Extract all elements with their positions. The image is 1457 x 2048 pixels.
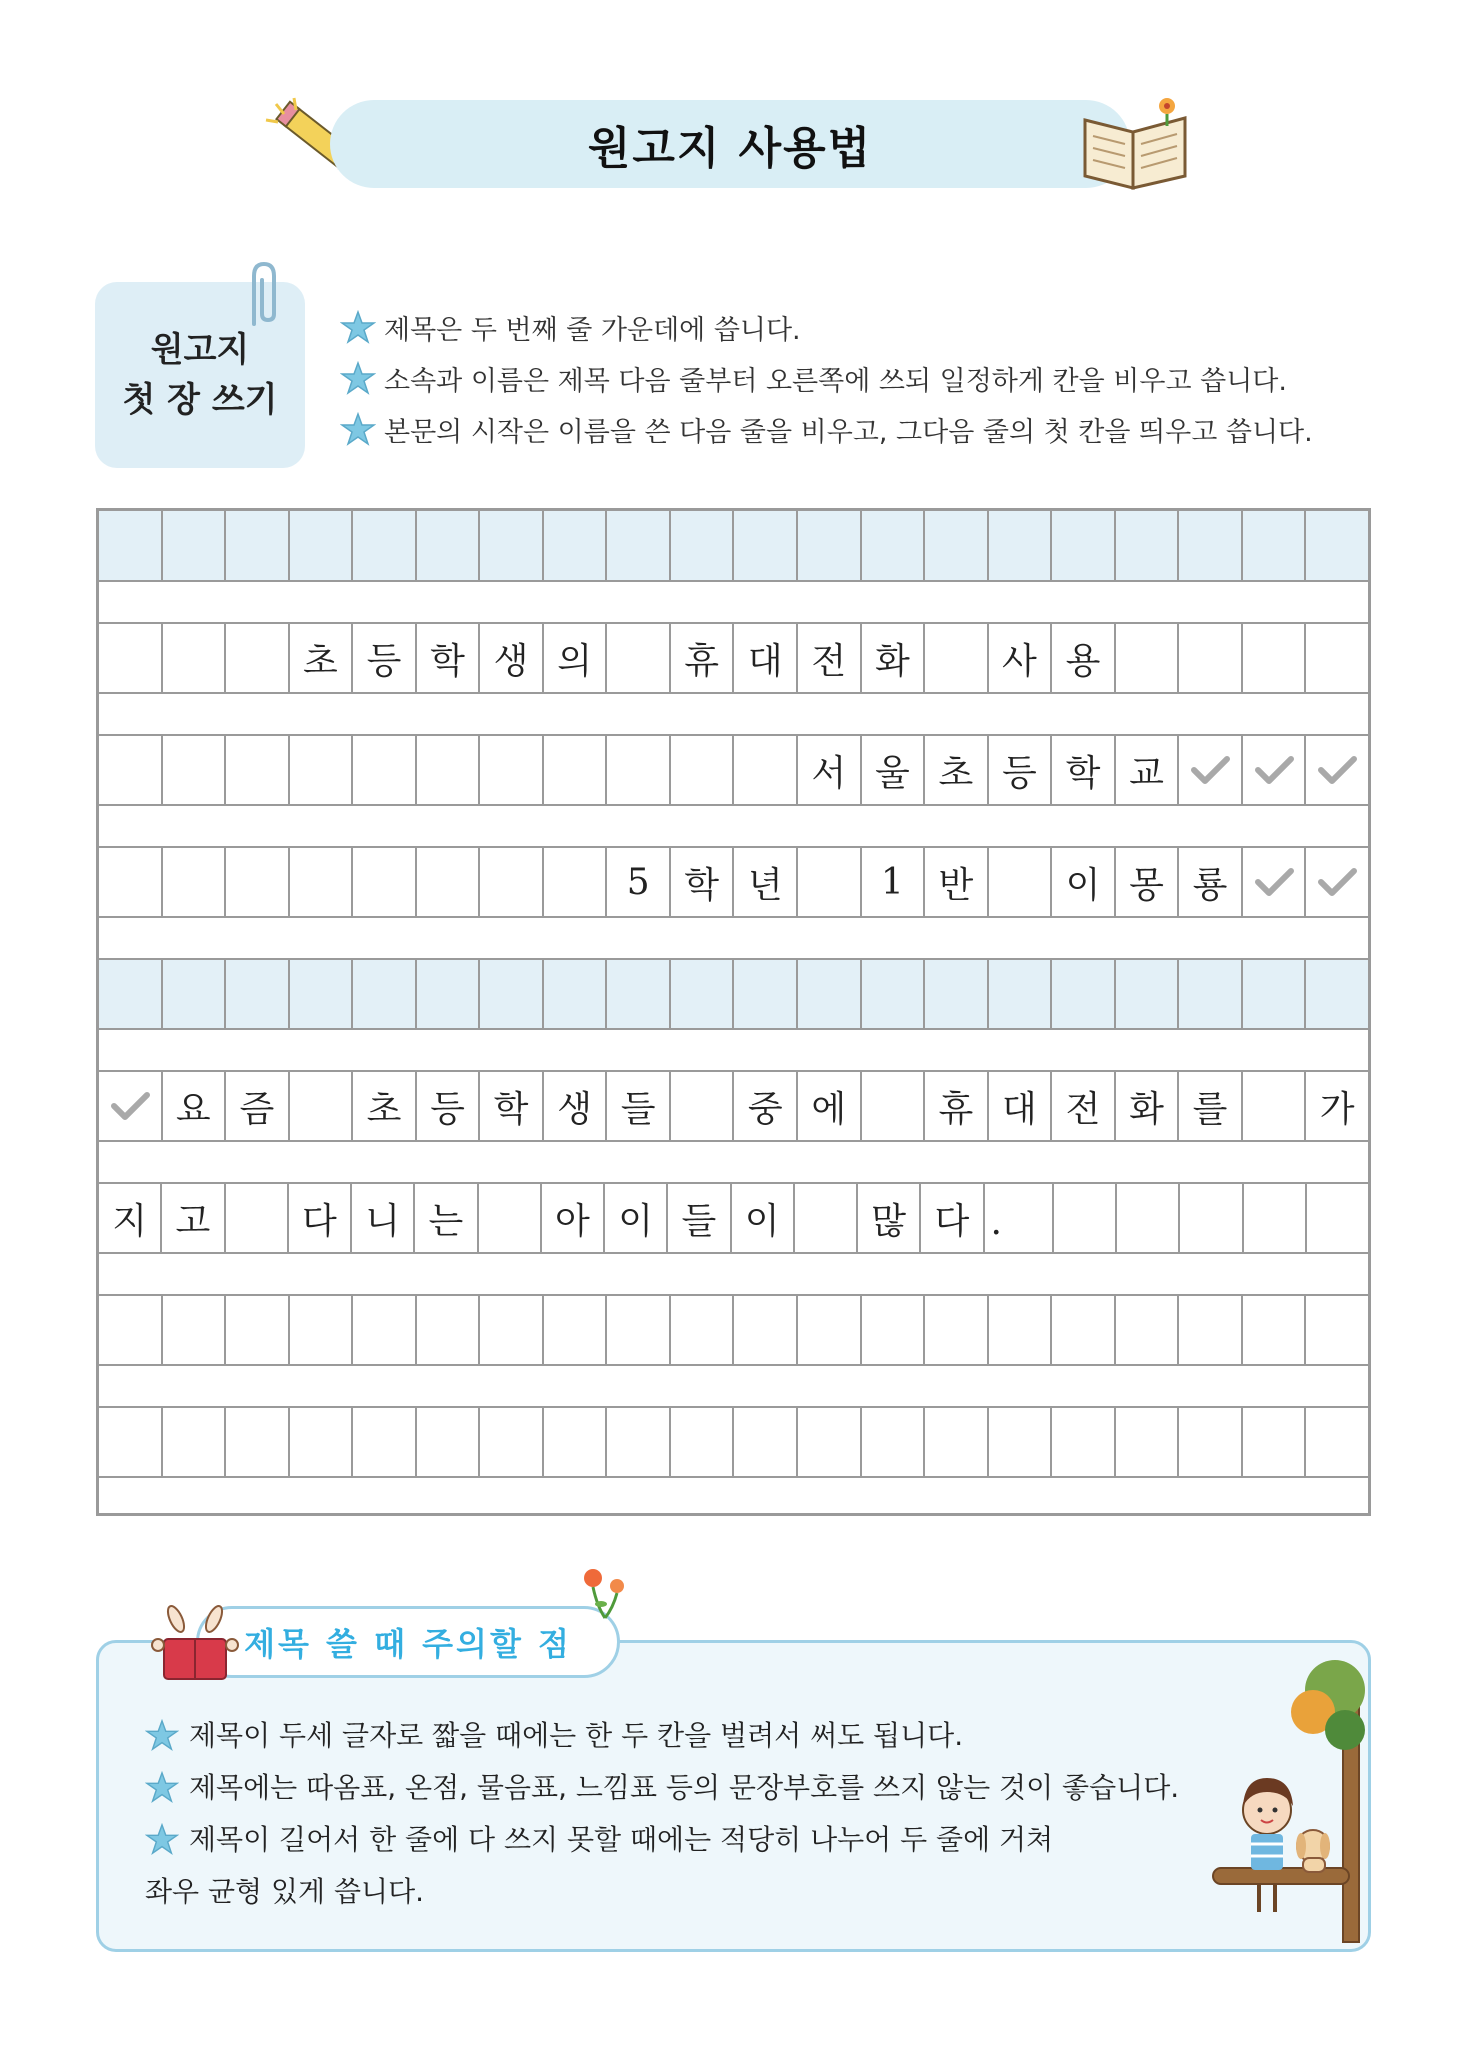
checkmark-icon [1243,847,1307,917]
grid-cell-empty [417,1295,481,1365]
grid-cell-empty [1116,959,1180,1029]
grid-cell-empty [862,1071,926,1141]
grid-cell-char: 전 [1052,1071,1116,1141]
grid-cell-char: 화 [862,623,926,693]
grid-cell-empty [607,1407,671,1477]
grid-cell-empty [862,959,926,1029]
grid-cell-char: 교 [1116,735,1180,805]
grid-cell-empty [226,511,290,581]
grid-cell-char: 몽 [1116,847,1180,917]
grid-cell-empty [480,735,544,805]
grid-line [99,734,1368,736]
grid-line [99,958,1368,960]
grid-cell-empty [544,1407,608,1477]
rule-item [340,353,1313,404]
grid-line [99,916,1368,918]
grid-cell-empty [734,1295,798,1365]
grid-cell-empty [1179,1295,1243,1365]
grid-cell-empty [1179,1407,1243,1477]
grid-cell-empty [734,1407,798,1477]
grid-cell-char: 서 [798,735,862,805]
grid-cell-empty [480,511,544,581]
note-item [145,1710,1179,1762]
section-label-line1: 원고지 [150,330,250,370]
grid-cell-empty [1116,511,1180,581]
grid-cell-empty [1179,959,1243,1029]
grid-cell-empty [353,847,417,917]
grid-cell-empty [163,847,227,917]
grid-line [99,580,1368,582]
grid-cell-empty [99,1295,163,1365]
grid-cell-empty [607,735,671,805]
note-text: 제목이 길어서 한 줄에 다 쓰지 못할 때에는 적당히 나누어 두 줄에 거쳐 [189,1823,1054,1856]
grid-cell-empty [862,1295,926,1365]
grid-cell-empty [480,1295,544,1365]
grid-cell-char: 요 [163,1071,227,1141]
note-text: 제목에는 따옴표, 온점, 물음표, 느낌표 등의 문장부호를 쓰지 않는 것이 좋습니다. [189,1771,1180,1804]
grid-cell-empty [226,1295,290,1365]
grid-line [99,1364,1368,1366]
grid-line [99,622,1368,624]
grid-cell-empty [353,1295,417,1365]
grid-cell-char: 중 [734,1071,798,1141]
grid-cell-char: 니 [352,1183,415,1253]
grid-cell-empty [480,847,544,917]
grid-cell-empty [734,511,798,581]
grid-cell-char: 대 [734,623,798,693]
grid-cell-char: 많 [858,1183,921,1253]
grid-cell-empty [1243,1071,1307,1141]
grid-cell-empty [1052,1407,1116,1477]
grid-cell-empty [989,1407,1053,1477]
grid-row [99,1071,1368,1141]
grid-row [99,623,1368,693]
title-banner [330,100,1130,188]
grid-cell-empty [417,1407,481,1477]
grid-cell-empty [1116,623,1180,693]
grid-cell-empty [734,735,798,805]
grid-cell-empty [290,735,354,805]
grid-cell-empty [798,847,862,917]
grid-row [99,1183,1368,1253]
star-icon [145,1719,179,1753]
rule-item [340,404,1313,455]
grid-cell-char: . [985,1183,1054,1253]
grid-cell-empty [989,959,1053,1029]
grid-cell-empty [671,1071,735,1141]
grid-cell-empty [1306,1407,1368,1477]
grid-cell-empty [163,735,227,805]
grid-cell-empty [862,1407,926,1477]
grid-cell-char: 1 [862,847,926,917]
note-continuation [145,1866,1179,1918]
star-icon [145,1823,179,1857]
grid-cell-empty [99,1407,163,1477]
grid-cell-char: 5 [607,847,671,917]
grid-cell-empty [226,959,290,1029]
grid-cell-char: 반 [925,847,989,917]
grid-cell-empty [99,847,163,917]
grid-cell-empty [671,959,735,1029]
grid-cell-empty [290,1295,354,1365]
grid-cell-char: 의 [544,623,608,693]
grid-cell-char: 학 [417,623,481,693]
grid-cell-empty [163,1295,227,1365]
rule-item [340,302,1313,353]
grid-cell-empty [417,959,481,1029]
grid-cell-empty [353,511,417,581]
notes-heading: 제목 쓸 때 주의할 점 [244,1625,572,1663]
grid-cell-empty [163,511,227,581]
grid-cell-empty [544,1295,608,1365]
grid-cell-char: 아 [542,1183,605,1253]
grid-cell-empty [1054,1183,1117,1253]
grid-cell-empty [290,511,354,581]
grid-cell-empty [1180,1183,1243,1253]
grid-cell-char: 에 [798,1071,862,1141]
grid-cell-empty [99,959,163,1029]
grid-line [99,1028,1368,1030]
star-icon [340,361,376,397]
grid-cell-empty [226,1407,290,1477]
grid-cell-empty [99,735,163,805]
grid-cell-empty [290,1407,354,1477]
grid-cell-empty [671,735,735,805]
grid-cell-char: 생 [544,1071,608,1141]
book-icon [1075,90,1195,200]
grid-cell-empty [544,511,608,581]
grid-cell-empty [1306,1295,1368,1365]
grid-cell-empty [163,959,227,1029]
grid-cell-char: 대 [989,1071,1053,1141]
grid-cell-empty [925,1295,989,1365]
grid-cell-empty [734,959,798,1029]
grid-cell-char: 등 [989,735,1053,805]
grid-cell-char: 를 [1179,1071,1243,1141]
grid-cell-empty [226,847,290,917]
rules-list [340,302,1313,455]
grid-cell-empty [607,623,671,693]
notes-list [145,1710,1179,1918]
checkmark-icon [1306,847,1368,917]
grid-cell-empty [544,847,608,917]
grid-cell-empty [671,1407,735,1477]
grid-line [99,1406,1368,1408]
grid-cell-empty [1243,1295,1307,1365]
grid-cell-empty [163,1407,227,1477]
grid-cell-char: 이 [1052,847,1116,917]
grid-cell-empty [353,959,417,1029]
grid-cell-empty [607,511,671,581]
grid-cell-empty [480,1407,544,1477]
paperclip-icon [240,258,284,328]
grid-cell-empty [925,623,989,693]
grid-cell-char: 초 [353,1071,417,1141]
checkmark-icon [99,1071,163,1141]
note-text: 제목이 두세 글자로 짧을 때에는 한 두 칸을 벌려서 써도 됩니다. [189,1719,964,1752]
grid-row [99,735,1368,805]
grid-line [99,804,1368,806]
grid-cell-char: 등 [353,623,417,693]
bunny-book-icon [150,1605,240,1685]
grid-cell-char: 학 [480,1071,544,1141]
grid-line [99,846,1368,848]
grid-cell-empty [353,1407,417,1477]
grid-cell-empty [798,1407,862,1477]
grid-cell-char: 화 [1116,1071,1180,1141]
grid-cell-empty [226,735,290,805]
grid-cell-char: 초 [925,735,989,805]
grid-cell-empty [480,959,544,1029]
grid-cell-empty [1052,1295,1116,1365]
grid-cell-empty [989,847,1053,917]
grid-row [99,959,1368,1029]
grid-cell-empty [290,1071,354,1141]
grid-line [99,1294,1368,1296]
grid-cell-char: 가 [1319,1088,1355,1130]
grid-cell-empty [1179,623,1243,693]
grid-cell-empty [544,735,608,805]
page-title: 원고지 사용법 [587,123,873,174]
grid-cell-char: 학 [671,847,735,917]
grid-line [99,1140,1368,1142]
grid-cell-char: 고 [162,1183,225,1253]
checkmark-icon [1243,735,1307,805]
grid-row [99,847,1368,917]
grid-cell-char: 이 [732,1183,795,1253]
grid-cell-char: 용 [1052,623,1116,693]
grid-cell-empty [798,959,862,1029]
grid-cell-empty [290,847,354,917]
grid-cell-char: 즘 [226,1071,290,1141]
flower-icon [575,1562,635,1622]
grid-cell-empty [607,959,671,1029]
grid-cell-empty [1243,959,1307,1029]
grid-cell-empty [544,959,608,1029]
rule-text: 본문의 시작은 이름을 쓴 다음 줄을 비우고, 그다음 줄의 첫 칸을 띄우고 씁니다. [384,417,1313,448]
checkmark-icon [1306,735,1368,805]
grid-cell-empty [1307,1183,1368,1253]
grid-cell-empty [925,1407,989,1477]
grid-cell-char: 등 [417,1071,481,1141]
note-text: 좌우 균형 있게 씁니다. [145,1875,425,1908]
grid-cell-empty [353,735,417,805]
section-label-line2: 첫 장 쓰기 [122,380,278,420]
grid-line [99,1252,1368,1254]
grid-line [99,1070,1368,1072]
grid-cell-empty [99,511,163,581]
grid-cell-empty [1243,1407,1307,1477]
grid-cell-empty [417,735,481,805]
grid-cell-empty [1052,511,1116,581]
grid-cell-empty [1243,511,1307,581]
tree-girl-illustration [1205,1650,1365,1950]
grid-cell-empty [226,623,290,693]
grid-cell-char: 생 [480,623,544,693]
grid-cell-char: 들 [607,1071,671,1141]
grid-cell-char: 울 [862,735,926,805]
grid-cell-empty [1117,1183,1180,1253]
grid-cell-empty [479,1183,542,1253]
grid-cell-empty [99,623,163,693]
grid-cell-empty [671,1295,735,1365]
note-item [145,1814,1179,1866]
grid-cell-char: 휴 [925,1071,989,1141]
star-icon [145,1771,179,1805]
grid-cell-empty [925,511,989,581]
grid-cell-empty [1244,1183,1307,1253]
grid-cell-empty [163,623,227,693]
grid-cell-char: 다 [289,1183,352,1253]
grid-cell-char: 는 [415,1183,478,1253]
notes-heading-tab [196,1606,620,1678]
grid-cell-empty [1116,1295,1180,1365]
grid-cell-empty [989,511,1053,581]
grid-row [99,511,1368,581]
checkmark-icon [1179,735,1243,805]
grid-cell-empty [290,959,354,1029]
grid-cell-char: 년 [734,847,798,917]
grid-cell-empty [417,847,481,917]
grid-cell-char: 초 [290,623,354,693]
grid-cell-empty [1116,1407,1180,1477]
star-icon [340,310,376,346]
grid-line [99,692,1368,694]
manuscript-grid [96,508,1371,1516]
grid-line [99,1476,1368,1478]
grid-cell-empty [795,1183,858,1253]
grid-row [99,1407,1368,1477]
grid-cell-empty [798,511,862,581]
grid-row [99,1295,1368,1365]
grid-cell-empty [1052,959,1116,1029]
grid-cell-char: 사 [989,623,1053,693]
grid-cell-empty [925,959,989,1029]
grid-cell-empty [1306,959,1368,1029]
grid-cell-empty [1179,511,1243,581]
grid-cell-char: 학 [1052,735,1116,805]
grid-cell-char: 지 [99,1183,162,1253]
grid-cell-char: 들 [668,1183,731,1253]
grid-cell-empty [862,511,926,581]
grid-cell-char: 이 [605,1183,668,1253]
grid-cell-char: 룡 [1179,847,1243,917]
grid-cell-empty [417,511,481,581]
grid-cell-empty [1306,623,1368,693]
rule-text: 제목은 두 번째 줄 가운데에 씁니다. [384,315,801,346]
note-item [145,1762,1179,1814]
grid-cell-empty [226,1183,289,1253]
grid-cell-char: 휴 [671,623,735,693]
grid-cell-empty [607,1295,671,1365]
star-icon [340,412,376,448]
grid-cell-empty [1243,623,1307,693]
grid-cell-empty [989,1295,1053,1365]
grid-cell-char: 다 [921,1183,984,1253]
grid-cell-empty [1306,511,1368,581]
rule-text: 소속과 이름은 제목 다음 줄부터 오른쪽에 쓰되 일정하게 칸을 비우고 씁니다. [384,366,1287,397]
grid-cell-char: 전 [798,623,862,693]
grid-cell-empty [671,511,735,581]
grid-cell-empty [798,1295,862,1365]
grid-line [99,1182,1368,1184]
